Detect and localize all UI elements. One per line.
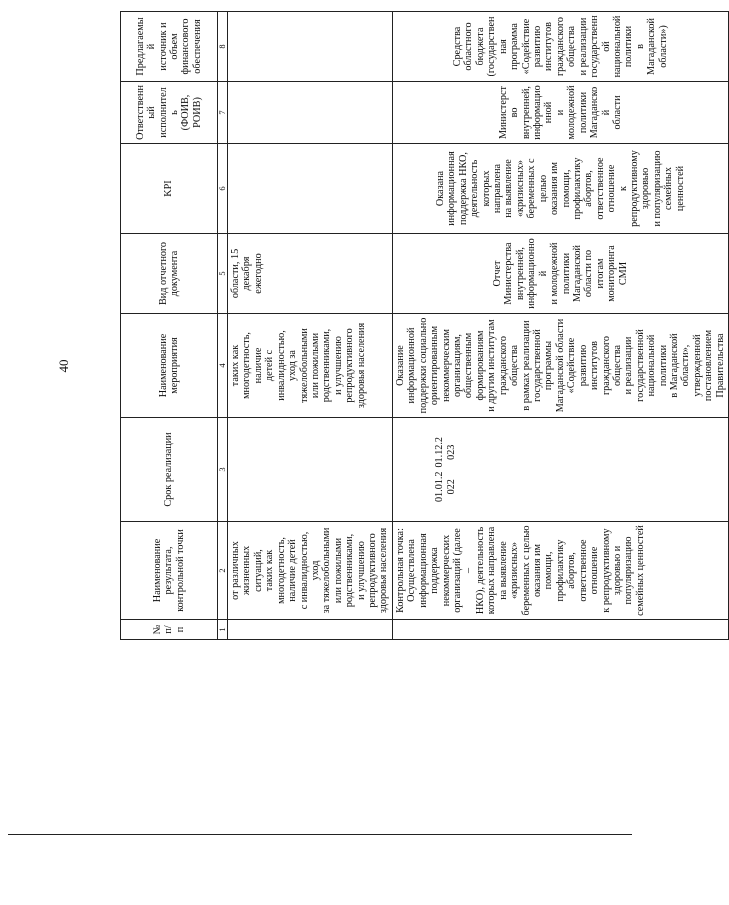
header-result: Наименование результата, контрольной точки: [121, 522, 218, 620]
column-number: 2: [218, 522, 228, 620]
rotated-table-wrapper: [120, 12, 726, 640]
column-number: 3: [218, 418, 228, 522]
header-funding: Предлагаемый источник и объем финансового обеспечения: [121, 12, 218, 82]
page-number: 40: [56, 359, 71, 373]
column-number: 5: [218, 234, 228, 314]
cell-number: [228, 620, 393, 640]
cell-funding: Средства областного бюджета (государственная программа «Содействие развитию институтов гражданского общества и реализации государственной национальной политики в Магаданской области»): [392, 12, 728, 82]
header-executor: Ответственный исполнитель (ФОИВ, РОИВ): [121, 82, 218, 144]
page-divider: [8, 834, 632, 835]
cell-funding: [228, 12, 393, 82]
column-number: 6: [218, 144, 228, 234]
cell-report: области, 15 декабря ежегодно: [228, 234, 393, 314]
cell-result: Контрольная точка: Осуществлена информационная поддержка некоммерческих организаций (далее – НКО), деятельность которых направлена на выявление «кризисных» беременных с целью оказания им помощи, профилактику абортов, ответственное отношение к репродуктивному здоровью и популяризацию семейных ценностей: [392, 522, 728, 620]
plan-table: [120, 11, 729, 640]
cell-executor: [228, 82, 393, 144]
cell-result: от различных жизненных ситуаций, таких как многодетность, наличие детей с инвалидностью, уход за тяжелобольными или пожилыми родственниками, и улучшению репродуктивного здоровья населения: [228, 522, 393, 620]
header-deadline: Срок реализации: [121, 418, 218, 522]
cell-kpi: Оказана информационная поддержка НКО, деятельность которых направлена на выявление «кризисных» беременных с целью оказания им помощи, профилактику абортов, ответственное отношение к репродуктивному здоровью и популяризацию семейных ценностей: [392, 144, 728, 234]
cell-activity: Оказание информационной поддержки социально ориентированным некоммерческим организациям, общественным формированиям и другим институтам гражданского общества в рамках реализации государственной программы Магаданской области «Содействие развитию институтов гражданского общества и реализации государственной национальной политики в Магаданской области», утвержденной постановлением Правительства: [392, 314, 728, 418]
cell-deadline: [228, 418, 393, 522]
deadline-dates: [406, 421, 457, 518]
cell-report: Отчет Министерства внутренней, информационной и молодежной политики Магаданской области по итогам мониторинга СМИ: [392, 234, 728, 314]
column-number: 8: [218, 12, 228, 82]
header-report: Вид отчетного документа: [121, 234, 218, 314]
column-number: 4: [218, 314, 228, 418]
cell-activity: таких как многодетность, наличие детей с инвалидностью, уход за тяжелобольными или пожилыми родственниками, и улучшению репродуктивного здоровья населения: [228, 314, 393, 418]
cell-kpi: [228, 144, 393, 234]
date-start: 01.01.2022: [434, 471, 457, 503]
header-activity: Наименование мероприятия: [121, 314, 218, 418]
cell-deadline: [392, 418, 728, 522]
column-number: 1: [218, 620, 228, 640]
header-kpi: KPI: [121, 144, 218, 234]
cell-executor: Министерство внутренней, информационной и молодежной политики Магаданской области: [392, 82, 728, 144]
header-number: № п/п: [121, 620, 218, 640]
column-number: 7: [218, 82, 228, 144]
cell-number: [392, 620, 728, 640]
table-row: [228, 12, 393, 640]
table-header-row: [121, 12, 218, 640]
table-row: [392, 12, 728, 640]
column-number-row: [218, 12, 228, 640]
date-end: 01.12.2023: [434, 436, 457, 468]
